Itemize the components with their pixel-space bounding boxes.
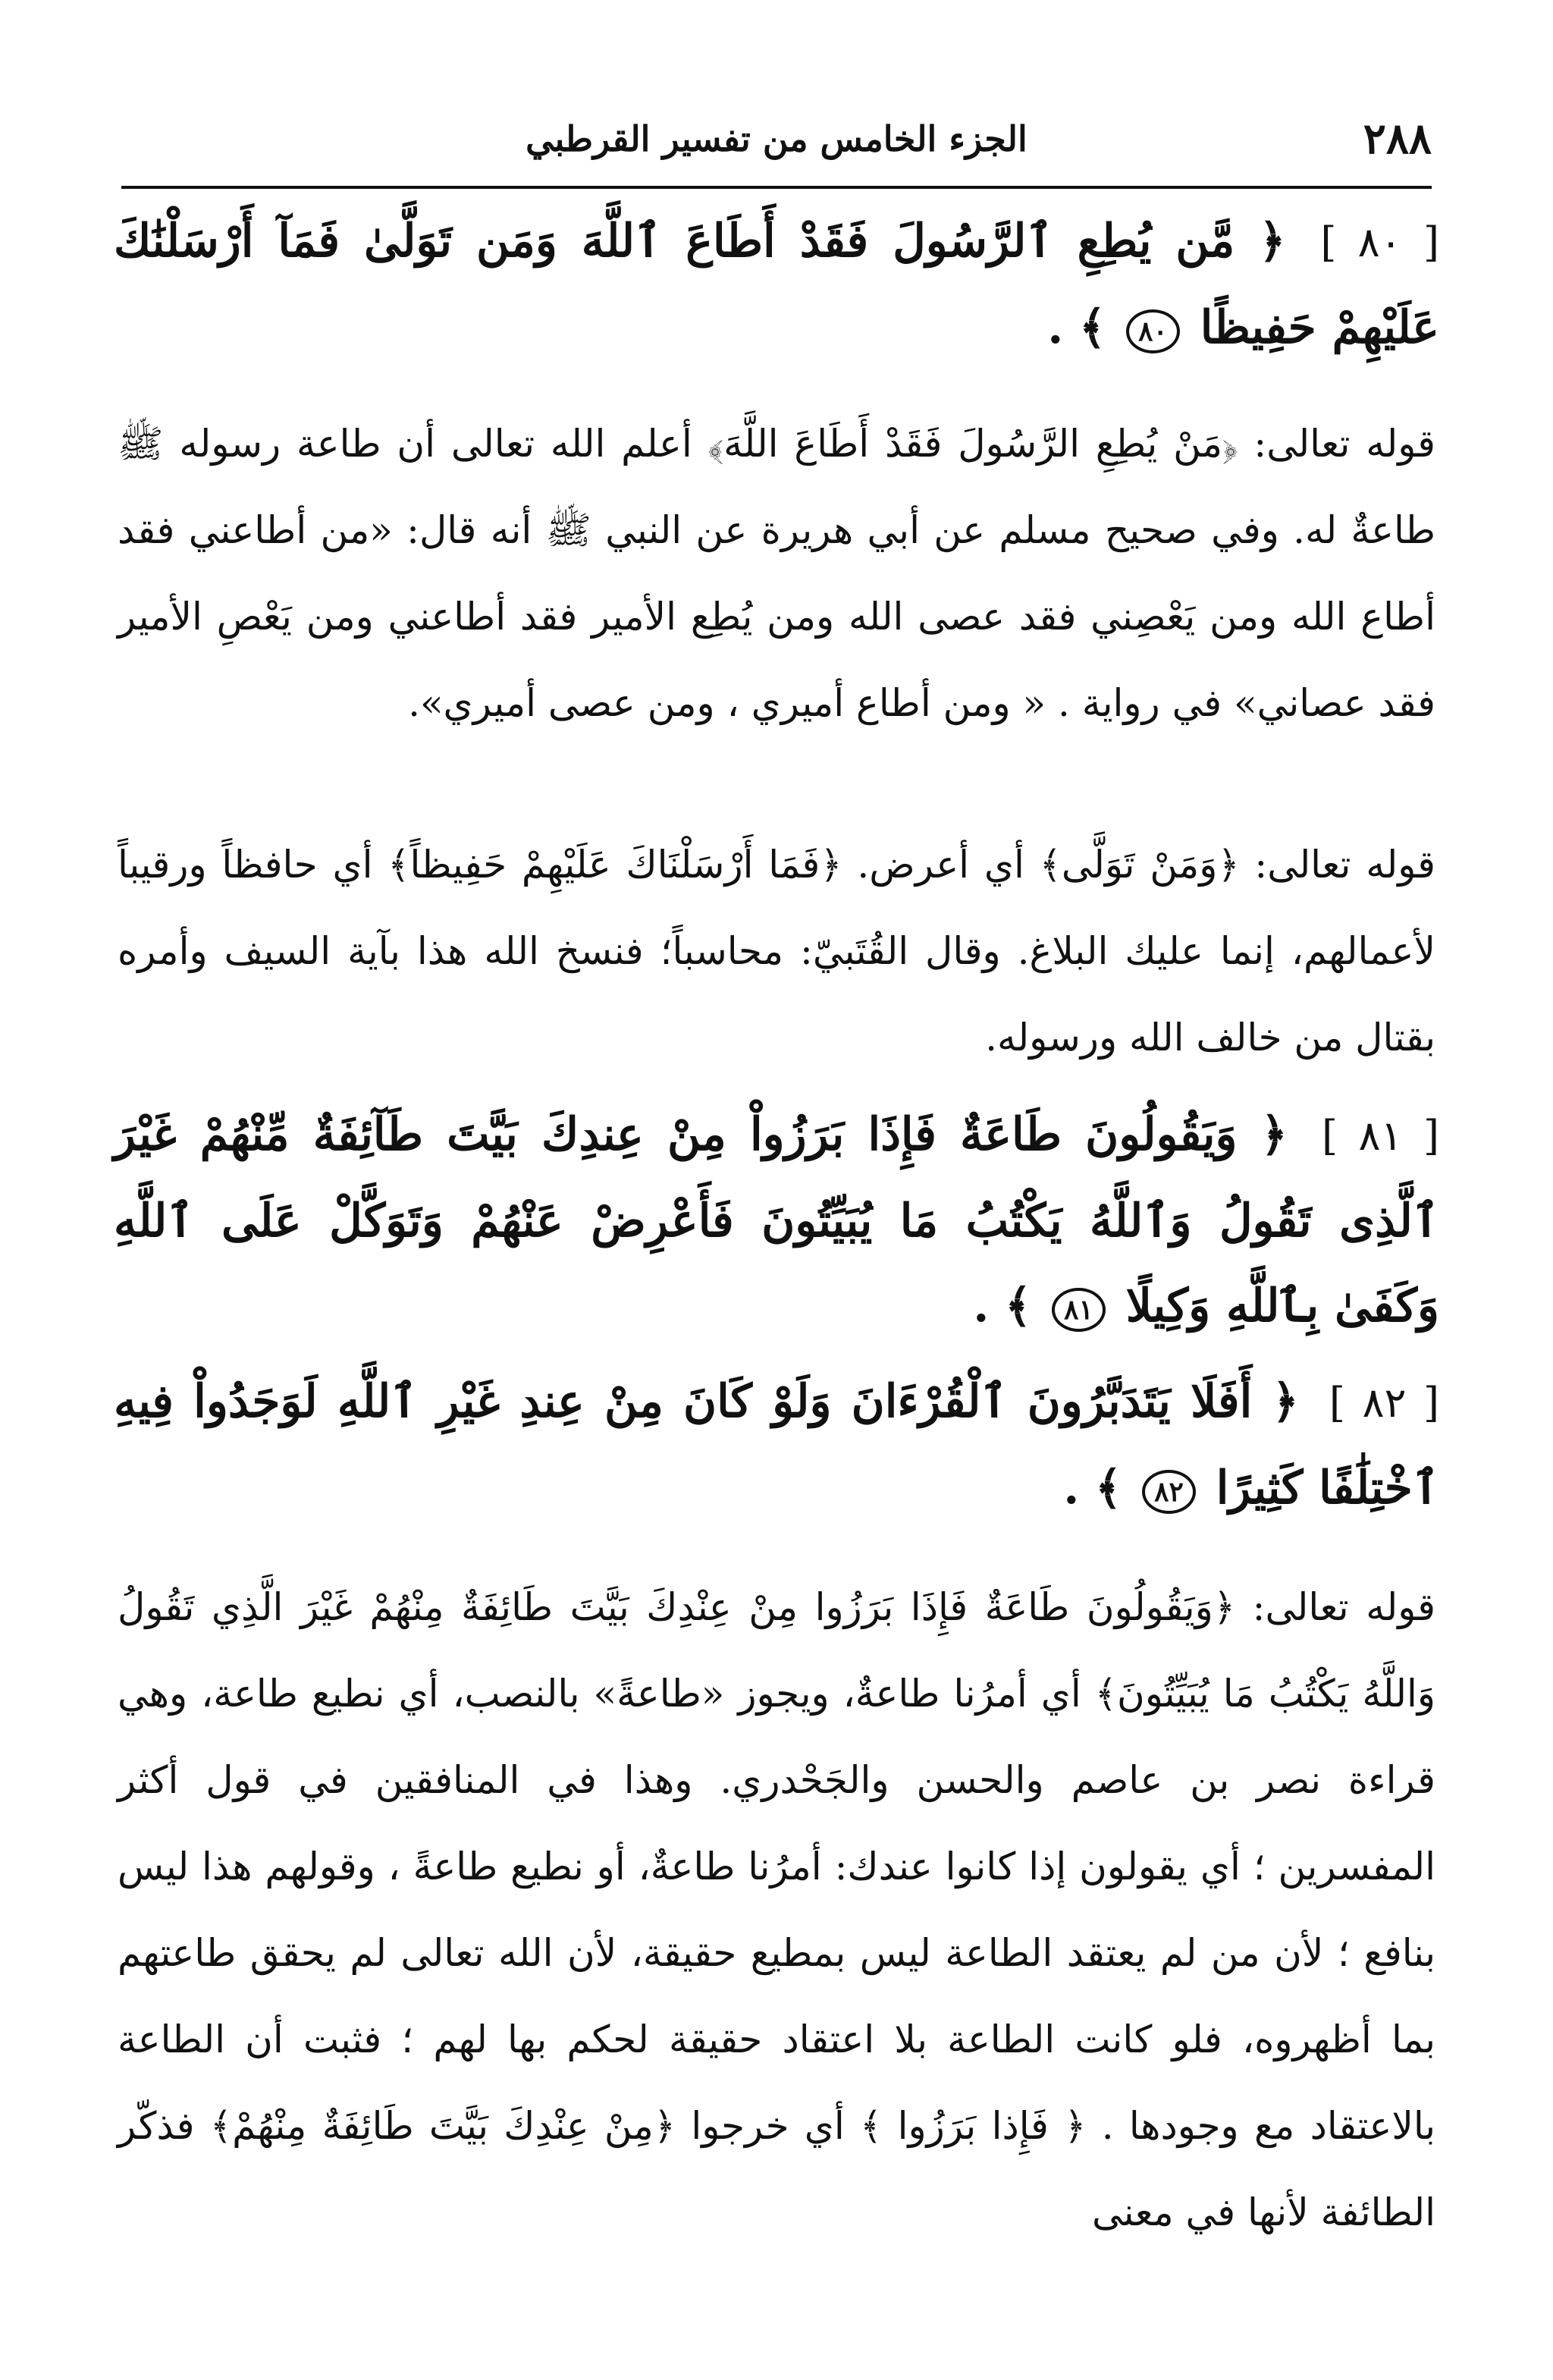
verse-block	[114, 1092, 1439, 1349]
page-header	[121, 114, 1432, 174]
verse-number: [ ٨٠ ]	[1320, 218, 1440, 266]
verse-text: ﴿ أَفَلَا يَتَدَبَّرُونَ ٱلْقُرْءَانَ وَلَوْ كَانَ مِنْ عِندِ غَيْرِ ٱللَّهِ لَوَجَدُواْ فِيهِ ٱخْتِلَٰفًا كَثِيرًا	[114, 1375, 1439, 1515]
verse-close: ﴾ .	[1063, 1462, 1122, 1515]
verse-close: ﴾ .	[1047, 301, 1106, 354]
ayah-marker: ٨٢	[1142, 1470, 1196, 1514]
ayah-marker: ٨٠	[1126, 309, 1180, 353]
commentary-paragraph: قوله تعالى: ﴿وَمَنْ تَوَلَّى﴾ أي أعرض. ﴿فَمَا أَرْسَلْنَاكَ عَلَيْهِمْ حَفِيظاً﴾ أي حافظاً ورقيباً لأعمالهم، إنما عليك البلاغ. وقال القُتَبيّ: محاسباً؛ فنسخ الله هذا بآية السيف وأمره بقتال من خالف الله ورسوله.	[118, 843, 1435, 1060]
running-title: الجزء الخامس من تفسير القرطبي	[526, 118, 1027, 159]
ayah-marker: ٨١	[1052, 1288, 1106, 1332]
verse-text: ﴿ وَيَقُولُونَ طَاعَةٌ فَإِذَا بَرَزُواْ مِنْ عِندِكَ بَيَّتَ طَآئِفَةٌ مِّنْهُمْ غَيْرَ ٱلَّذِى تَقُولُ وَٱللَّهُ يَكْتُبُ مَا يُبَيِّتُونَ فَأَعْرِضْ عَنْهُمْ وَتَوَكَّلْ عَلَى ٱللَّهِ وَكَفَىٰ بِٱللَّهِ وَكِيلًا	[114, 1108, 1439, 1333]
header-divider	[121, 186, 1432, 189]
verse-close: ﴾ .	[973, 1279, 1032, 1333]
page-number: ٢٨٨	[1363, 114, 1432, 164]
commentary-paragraph: قوله تعالى: ﴿وَيَقُولُونَ طَاعَةٌ فَإِذَا بَرَزُوا مِنْ عِنْدِكَ بَيَّتَ طَائِفَةٌ مِنْهُمْ غَيْرَ الَّذِي تَقُولُ وَاللَّهُ يَكْتُبُ مَا يُبَيِّتُونَ﴾ أي أمرُنا طاعةٌ، ويجوز «طاعةً» بالنصب، أي نطيع طاعة، وهي قراءة نصر بن عاصم والحسن والجَحْدري. وهذا في المنافقين في قول أكثر المفسرين ؛ أي يقولون إذا كانوا عندك: أمرُنا طاعةٌ، أو نطيع طاعةً ، وقولهم هذا ليس بنافع ؛ لأن من لم يعتقد الطاعة ليس بمطيع حقيقة، لأن الله تعالى لم يحقق طاعتهم بما أظهروه، فلو كانت الطاعة بلا اعتقاد حقيقة لحكم بها لهم ؛ فثبت أن الطاعة بالاعتقاد مع وجودها . ﴿ فَإِذا بَرَزُوا ﴾ أي خرجوا ﴿مِنْ عِنْدِكَ بَيَّتَ طَائِفَةٌ مِنْهُمْ﴾ فذكّر الطائفة لأنها في معنى	[118, 1585, 1435, 2234]
commentary-paragraph: قوله تعالى: ﴿مَنْ يُطِعِ الرَّسُولَ فَقَدْ أَطَاعَ اللَّهَ﴾ أعلم الله تعالى أن طاعة رسوله ﷺ طاعةٌ له. وفي صحيح مسلم عن أبي هريرة عن النبي ﷺ أنه قال: «من أطاعني فقد أطاع الله ومن يَعْصِني فقد عصى الله ومن يُطِع الأمير فقد أطاعني ومن يَعْصِ الأمير فقد عصاني» في رواية . « ومن أطاع أميري ، ومن عصى أميري».	[118, 422, 1435, 725]
verse-text: ﴿ مَّن يُطِعِ ٱلرَّسُولَ فَقَدْ أَطَاعَ ٱللَّهَ وَمَن تَوَلَّىٰ فَمَآ أَرْسَلْنَٰكَ عَلَيْهِمْ حَفِيظًا	[114, 215, 1439, 354]
verse-block	[114, 1359, 1439, 1531]
verse-number: [ ٨١ ]	[1322, 1112, 1440, 1160]
verse-block	[114, 199, 1439, 370]
verse-number: [ ٨٢ ]	[1329, 1379, 1440, 1427]
